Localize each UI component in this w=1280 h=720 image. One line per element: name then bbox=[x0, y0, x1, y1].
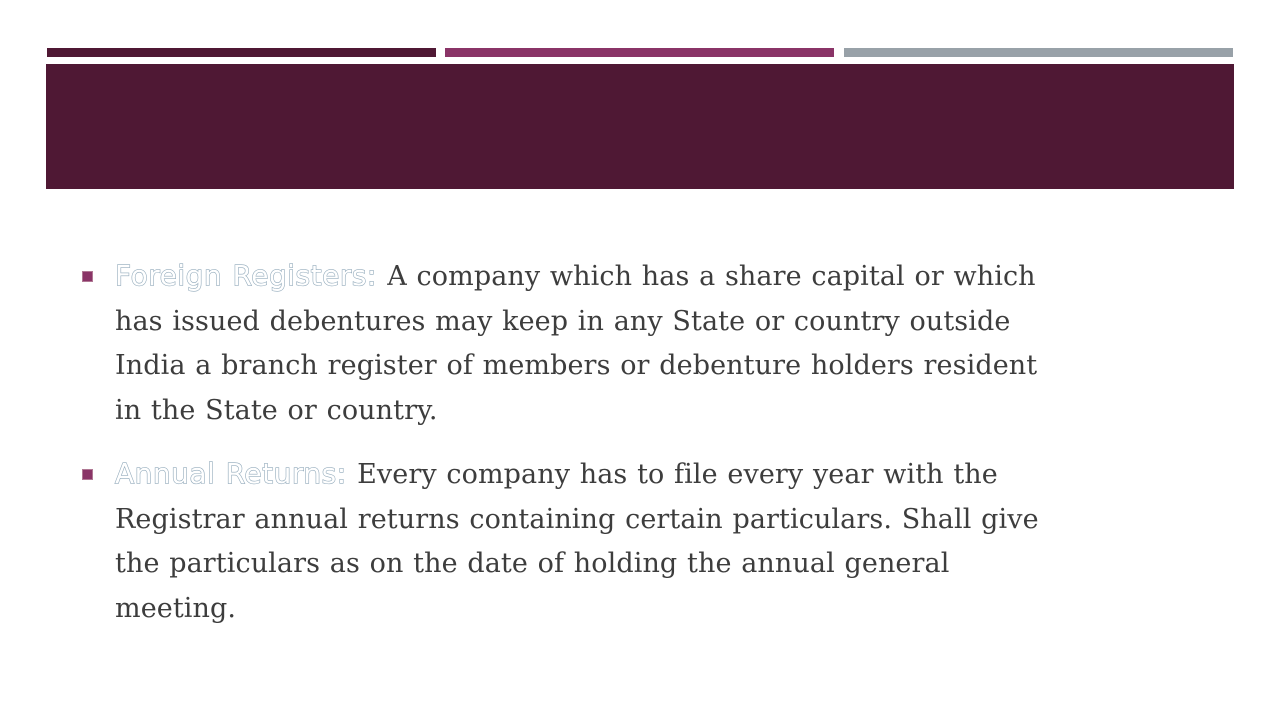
bullet-text: Every company has to file every year with the Registrar annual returns containing certain particulars. Shall give the particulars as on the date of holding the annual general meeting. bbox=[115, 459, 1039, 624]
accent-bar-magenta bbox=[445, 48, 834, 57]
bullet-item-annual-returns bbox=[82, 452, 1072, 631]
title-band bbox=[46, 64, 1234, 189]
accent-bar-dark bbox=[47, 48, 436, 57]
bullet-text: A company which has a share capital or which has issued debentures may keep in any State or country outside India a branch register of members or debenture holders resident in the State or country. bbox=[115, 261, 1038, 426]
bullet-item-foreign-registers bbox=[82, 254, 1072, 433]
accent-bar-gray bbox=[844, 48, 1233, 57]
bullet-list bbox=[82, 254, 1072, 631]
bullet-term: Foreign Registers: bbox=[115, 259, 388, 292]
square-bullet-icon bbox=[82, 469, 93, 480]
square-bullet-icon bbox=[82, 271, 93, 282]
bullet-term: Annual Returns: bbox=[115, 457, 358, 490]
